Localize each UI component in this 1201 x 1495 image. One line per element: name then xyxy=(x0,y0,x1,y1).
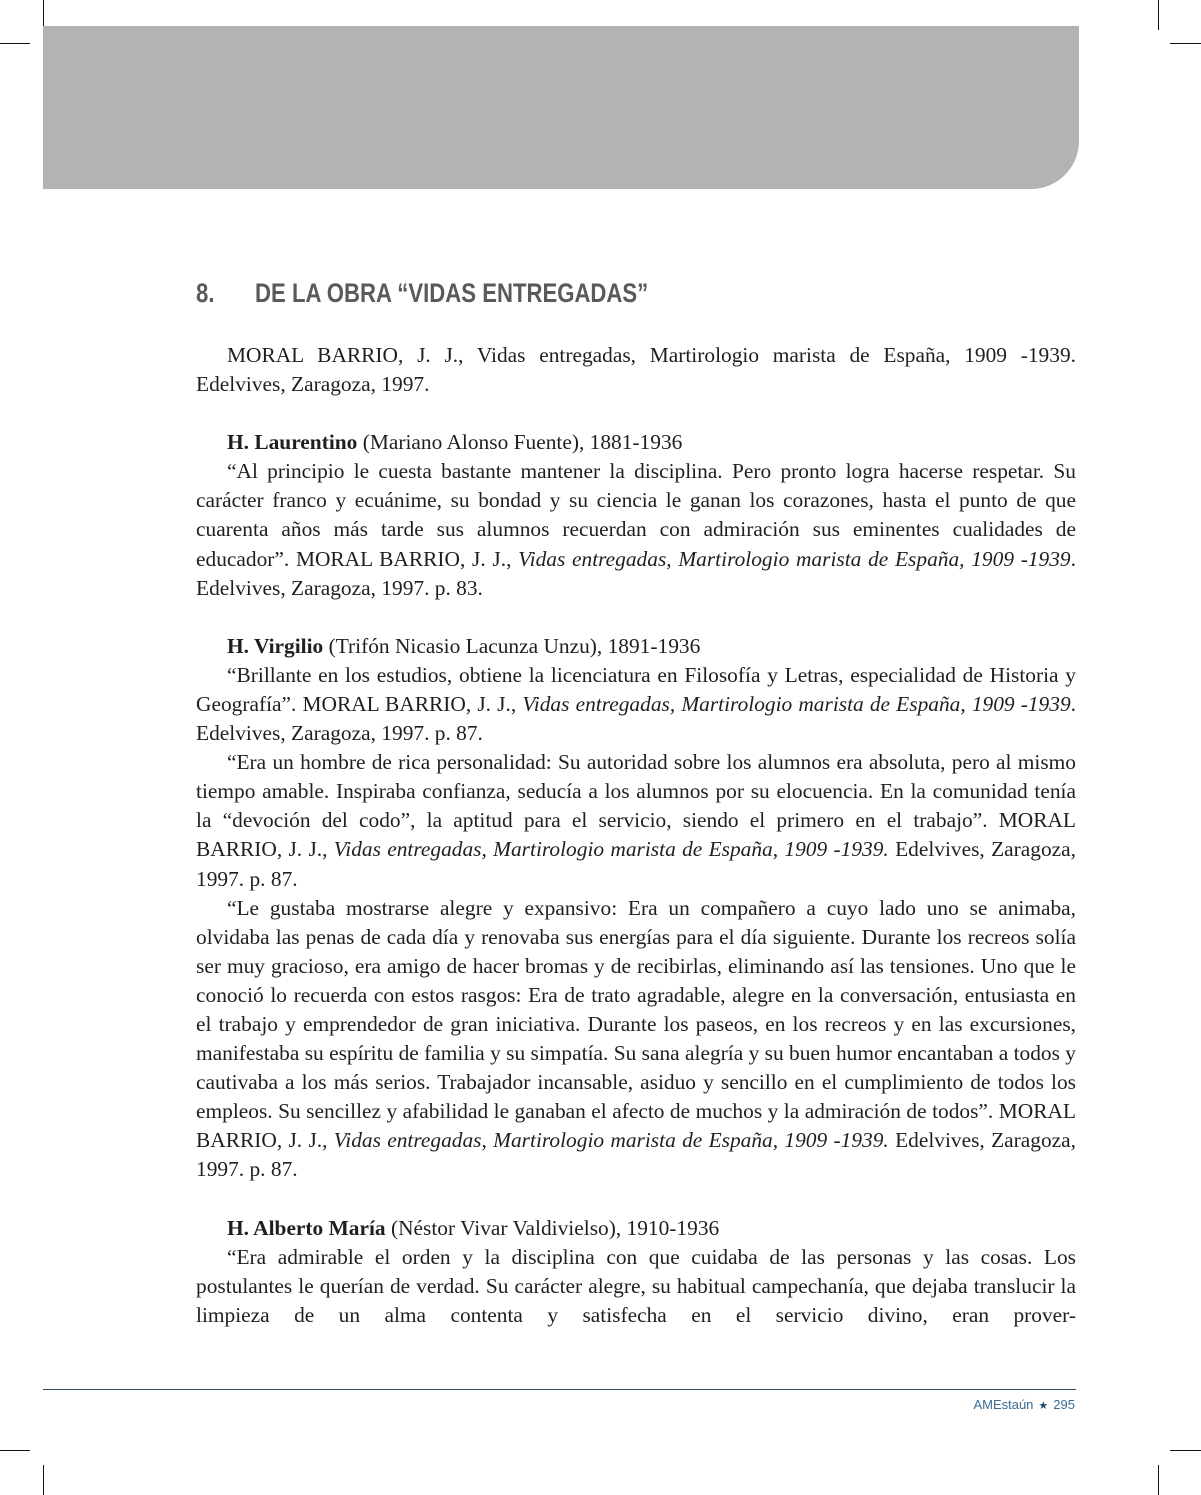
entry-name: H. Laurentino xyxy=(227,430,358,455)
citation-title: Vidas entregadas, Martirologio marista de España, 1909 -1939. xyxy=(333,837,889,862)
entry-quote: “Al principio le cuesta bastante mantener la disciplina. Pero pronto logra hacerse respetar. Su carácter franco y ecuánime, su bondad y su ciencia le ganan los corazones, hasta el punto de que cuarenta años más tarde sus alumnos recuerdan con admiración sus eminentes cualidades de educador”. MORAL BARRIO, J. J., Vidas entregadas, Martirologio marista de España, 1909 -1939. Edelvives, Zaragoza, 1997. p. 83. xyxy=(196,459,1076,600)
crop-mark-top-right-horizontal xyxy=(1170,43,1201,44)
entry-name: H. Alberto María xyxy=(227,1215,386,1240)
entry-heading xyxy=(196,632,1076,661)
section-number: 8. xyxy=(196,278,215,308)
entry-quote: “Era un hombre de rica personalidad: Su autoridad sobre los alumnos era absoluta, pero al mismo tiempo amable. Inspiraba confianza, seducía a los alumnos por su elocuencia. En la comunidad tenía la “devoción del codo”, la aptitud para el servicio, siendo el primero en el trabajo”. MORAL BARRIO, J. J., Vidas entregadas, Martirologio marista de España, 1909 -1939. Edelvives, Zaragoza, 1997. p. 87. xyxy=(196,750,1076,891)
entry-quote: “Era admirable el orden y la disciplina con que cuidaba de las personas y las cosas. Los postulantes le querían de verdad. Su carácter alegre, su habitual campechanía, que dejaba translucir la limpieza de un alma contenta y satisfecha en el servicio divino, eran prover- xyxy=(196,1244,1076,1327)
entry-quote: “Le gustaba mostrarse alegre y expansivo: Era un compañero a cuyo lado uno se animaba, olvidaba las penas de cada día y renovaba sus energías para el día siguiente. Durante los recreos solía ser muy gracioso, era amigo de hacer bromas y de recibirlas, eliminando así las tensiones. Uno que le conoció lo recuerda con estos rasgos: Era de trato agradable, alegre en la conversación, entusiasta en el trabajo y emprendedor de gran iniciativa. Durante los paseos, en los recreos y en las excursiones, manifestaba su espíritu de familia y su simpatía. Su sana alegría y su buen humor encantaban a todos y cautivaba a los más serios. Trabajador incansable, asiduo y sencillo en el cumplimiento de todos los empleos. Su sencillez y afabilidad le ganaban el afecto de muchos y la admiración de todos”. MORAL BARRIO, J. J., Vidas entregadas, Martirologio marista de España, 1909 -1939. Edelvives, Zaragoza, 1997. p. 87. xyxy=(196,895,1076,1182)
entry-heading xyxy=(196,1214,1076,1243)
citation-title: Vidas entregadas, Martirologio marista de España, 1909 -1939. xyxy=(333,1128,889,1153)
crop-mark-bottom-left-vertical xyxy=(43,1465,44,1495)
section-title-text: DE LA OBRA “VIDAS ENTREGADAS” xyxy=(255,278,649,308)
entry-details: (Mariano Alonso Fuente), 1881-1936 xyxy=(357,430,683,455)
crop-mark-top-left-horizontal xyxy=(0,43,30,44)
entry-details: (Trifón Nicasio Lacunza Unzu), 1891-1936 xyxy=(323,633,701,658)
page-number: 295 xyxy=(1053,1397,1075,1412)
star-icon: ★ xyxy=(1038,1400,1049,1412)
page-footer xyxy=(973,1397,1075,1412)
crop-mark-bottom-left-horizontal xyxy=(0,1450,30,1451)
footer-rule xyxy=(43,1389,1076,1390)
crop-mark-top-right-vertical xyxy=(1158,0,1159,30)
entry-heading xyxy=(196,428,1076,457)
citation-title: Vidas entregadas, Martirologio marista de España, 1909 -1939 xyxy=(518,546,1071,571)
footer-author: AMEstaún xyxy=(973,1397,1034,1412)
entry-quote: “Brillante en los estudios, obtiene la licenciatura en Filosofía y Letras, especialidad de Historia y Geografía”. MORAL BARRIO, J. J., Vidas entregadas, Martirologio marista de España, 1909 -1939. Edelvives, Zaragoza, 1997. p. 87. xyxy=(196,662,1077,746)
crop-mark-bottom-right-vertical xyxy=(1158,1465,1159,1495)
intro-reference: MORAL BARRIO, J. J., Vidas entregadas, Martirologio marista de España, 1909 -1939. Edelvives, Zaragoza, 1997. xyxy=(196,343,1076,397)
citation-title: Vidas entregadas, Martirologio marista de España, 1909 -1939 xyxy=(522,691,1071,716)
body-text xyxy=(196,341,1076,1330)
entry-name: H. Virgilio xyxy=(227,633,324,658)
crop-mark-bottom-right-horizontal xyxy=(1170,1450,1201,1451)
header-band xyxy=(43,26,1079,189)
entry-details: (Néstor Vivar Valdivielso), 1910-1936 xyxy=(385,1215,720,1240)
section-title xyxy=(196,278,648,309)
